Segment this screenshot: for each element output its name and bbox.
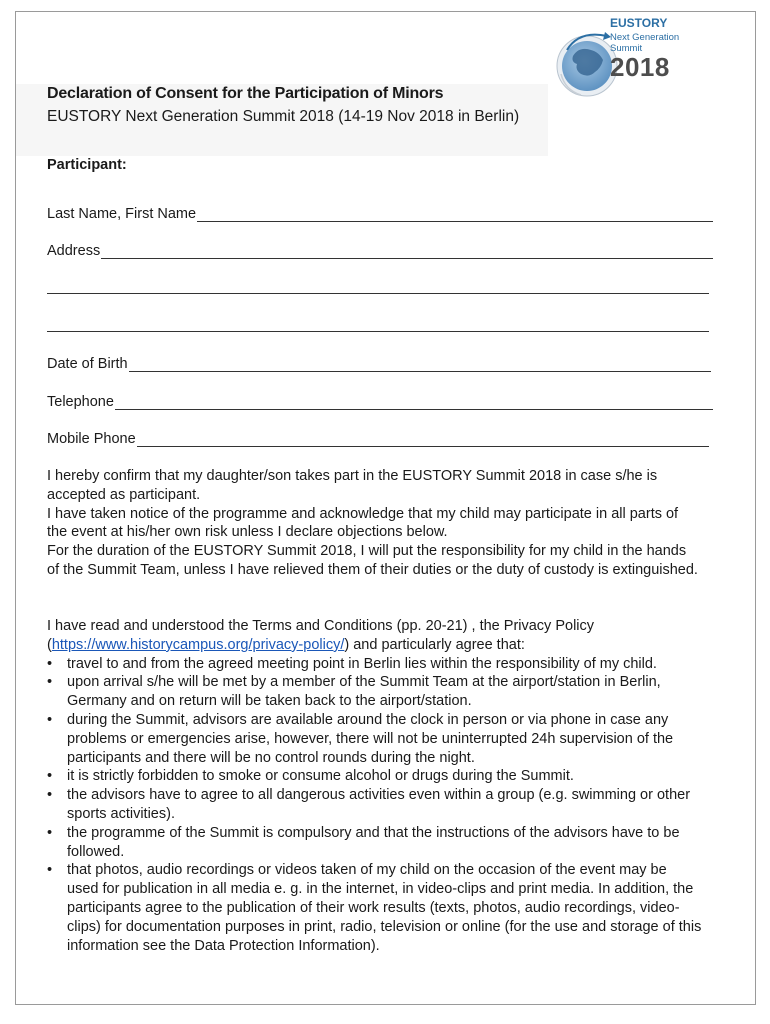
telephone-line[interactable] <box>115 395 713 410</box>
terms-intro <box>47 617 702 655</box>
birth-date-label: Date of Birth <box>47 356 128 372</box>
document-title: Declaration of Consent for the Participation of Minors <box>47 85 444 102</box>
list-item: • during the Summit, advisors are available around the clock in person or via phone in case any problems or emergencies arise, however, there will not be uninterrupted 24h supervision of the participants and there will be no control rounds during the night. <box>47 711 702 767</box>
privacy-policy-link[interactable]: https://www.historycampus.org/privacy-policy/ <box>51 636 345 653</box>
name-field-line[interactable] <box>197 207 713 222</box>
address-field-label: Address <box>47 243 101 259</box>
list-item: • the programme of the Summit is compulsory and that the instructions of the advisors have to be followed. <box>47 824 702 862</box>
telephone-label: Telephone <box>47 394 114 410</box>
conditions-list <box>47 655 702 956</box>
birth-date-line[interactable] <box>129 357 711 372</box>
participant-heading: Participant: <box>47 157 127 173</box>
birth-date-field[interactable] <box>47 352 711 372</box>
consent-paragraph-1: I hereby confirm that my daughter/son takes part in the EUSTORY Summit 2018 in case s/he is accepted as participant. <box>47 468 658 503</box>
name-field[interactable] <box>47 202 713 222</box>
consent-paragraph-2: I have taken notice of the programme and acknowledge that my child may participate in all parts of the event at his/her own risk unless I declare objections below. <box>47 505 679 541</box>
address-field[interactable] <box>47 239 713 259</box>
list-item: • the advisors have to agree to all dangerous activities even within a group (e.g. swimming or other sports activities). <box>47 786 702 824</box>
terms-intro-pre: I have read and understood the Terms and Conditions (pp. 20-21) , the Privacy Policy ( <box>47 618 595 653</box>
document-subtitle: EUSTORY Next Generation Summit 2018 (14-19 Nov 2018 in Berlin) <box>47 108 520 125</box>
logo-tagline: Next Generation Summit <box>610 32 680 54</box>
name-field-label: Last Name, First Name <box>47 206 197 222</box>
mobile-phone-label: Mobile Phone <box>47 431 136 447</box>
address-field-line[interactable] <box>101 244 713 259</box>
telephone-field[interactable] <box>47 390 713 410</box>
terms-section <box>47 617 702 955</box>
list-item: • travel to and from the agreed meeting point in Berlin lies within the responsibility of my child. <box>47 655 702 674</box>
list-item: • upon arrival s/he will be met by a member of the Summit Team at the airport/station in Berlin, Germany and on return will be taken back to the airport/station. <box>47 673 702 711</box>
logo-year: 2018 <box>610 52 670 82</box>
address-line-3[interactable] <box>47 331 709 332</box>
list-item: • it is strictly forbidden to smoke or consume alcohol or drugs during the Summit. <box>47 767 702 786</box>
address-line-2[interactable] <box>47 293 709 294</box>
logo-brand: EUSTORY <box>610 16 668 30</box>
list-item: • that photos, audio recordings or videos taken of my child on the occasion of the event may be used for publication in all media e. g. in the internet, in video-clips and print media. In addition, the participants agree to the publication of their work results (texts, photos, audio recordings, video-clips) for documentation purposes in print, radio, television or online (for the use and storage of this information see the Data Protection Information). <box>47 861 702 955</box>
consent-paragraph-3: For the duration of the EUSTORY Summit 2018, I will put the responsibility for my child in the hands of the Summit Team, unless I have relieved them of their duties or the duty of custody is extinguished. <box>47 543 698 578</box>
consent-text <box>47 467 702 580</box>
mobile-phone-line[interactable] <box>137 432 709 447</box>
terms-intro-post: ) and particularly agree that: <box>344 636 525 653</box>
mobile-phone-field[interactable] <box>47 427 709 447</box>
